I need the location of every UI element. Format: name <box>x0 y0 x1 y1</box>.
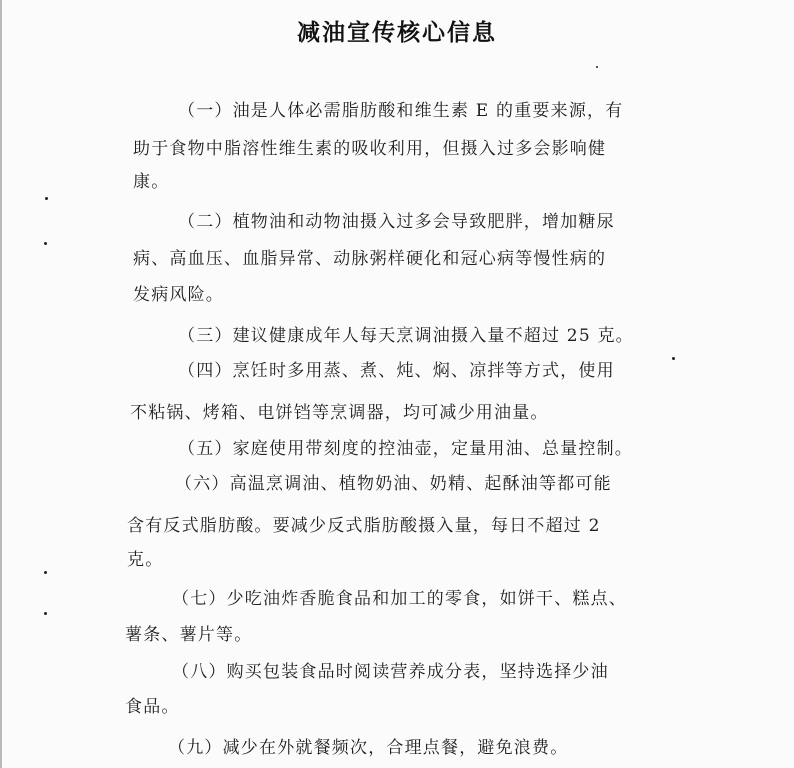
paragraph-4-line-1: （四）烹饪时多用蒸、煮、炖、焖、凉拌等方式，使用 <box>178 361 615 381</box>
paragraph-6-line-2: 含有反式脂肪酸。要减少反式脂肪酸摄入量，每日不超过 2 <box>127 516 601 536</box>
paragraph-6-line-3: 克。 <box>127 550 164 570</box>
paragraph-6-line-1: （六）高温烹调油、植物奶油、奶精、起酥油等都可能 <box>175 474 612 494</box>
scan-speck <box>45 197 48 200</box>
paragraph-2-line-1: （二）植物油和动物油摄入过多会导致肥胖，增加糖尿 <box>178 212 615 232</box>
document-title: 减油宣传核心信息 <box>297 20 497 46</box>
scan-speck <box>44 242 47 245</box>
paragraph-7-line-1: （七）少吃油炸香脆食品和加工的零食，如饼干、糕点、 <box>172 589 627 609</box>
paragraph-1-line-1: （一）油是人体必需脂肪酸和维生素 E 的重要来源，有 <box>178 101 624 121</box>
scan-speck <box>44 571 47 574</box>
paragraph-2-line-3: 发病风险。 <box>133 285 224 305</box>
scan-speck <box>596 66 598 68</box>
paragraph-3-line-1: （三）建议健康成年人每天烹调油摄入量不超过 25 克。 <box>178 326 634 346</box>
paragraph-8-line-1: （八）购买包装食品时阅读营养成分表，坚持选择少油 <box>172 662 609 682</box>
paragraph-9-line-1: （九）减少在外就餐频次，合理点餐，避免浪费。 <box>168 738 569 758</box>
paragraph-4-line-2: 不粘锅、烤箱、电饼铛等烹调器，均可减少用油量。 <box>130 403 549 423</box>
page-left-edge <box>0 0 2 768</box>
scan-speck <box>44 612 47 615</box>
paragraph-5-line-1: （五）家庭使用带刻度的控油壶，定量用油、总量控制。 <box>178 439 633 459</box>
paragraph-2-line-2: 病、高血压、血脂异常、动脉粥样硬化和冠心病等慢性病的 <box>133 249 607 269</box>
scan-speck <box>672 357 675 360</box>
paragraph-1-line-3: 康。 <box>133 172 170 192</box>
paragraph-7-line-2: 薯条、薯片等。 <box>125 625 253 645</box>
paragraph-1-line-2: 助于食物中脂溶性维生素的吸收利用，但摄入过多会影响健 <box>133 139 607 159</box>
paragraph-8-line-2: 食品。 <box>125 697 180 717</box>
